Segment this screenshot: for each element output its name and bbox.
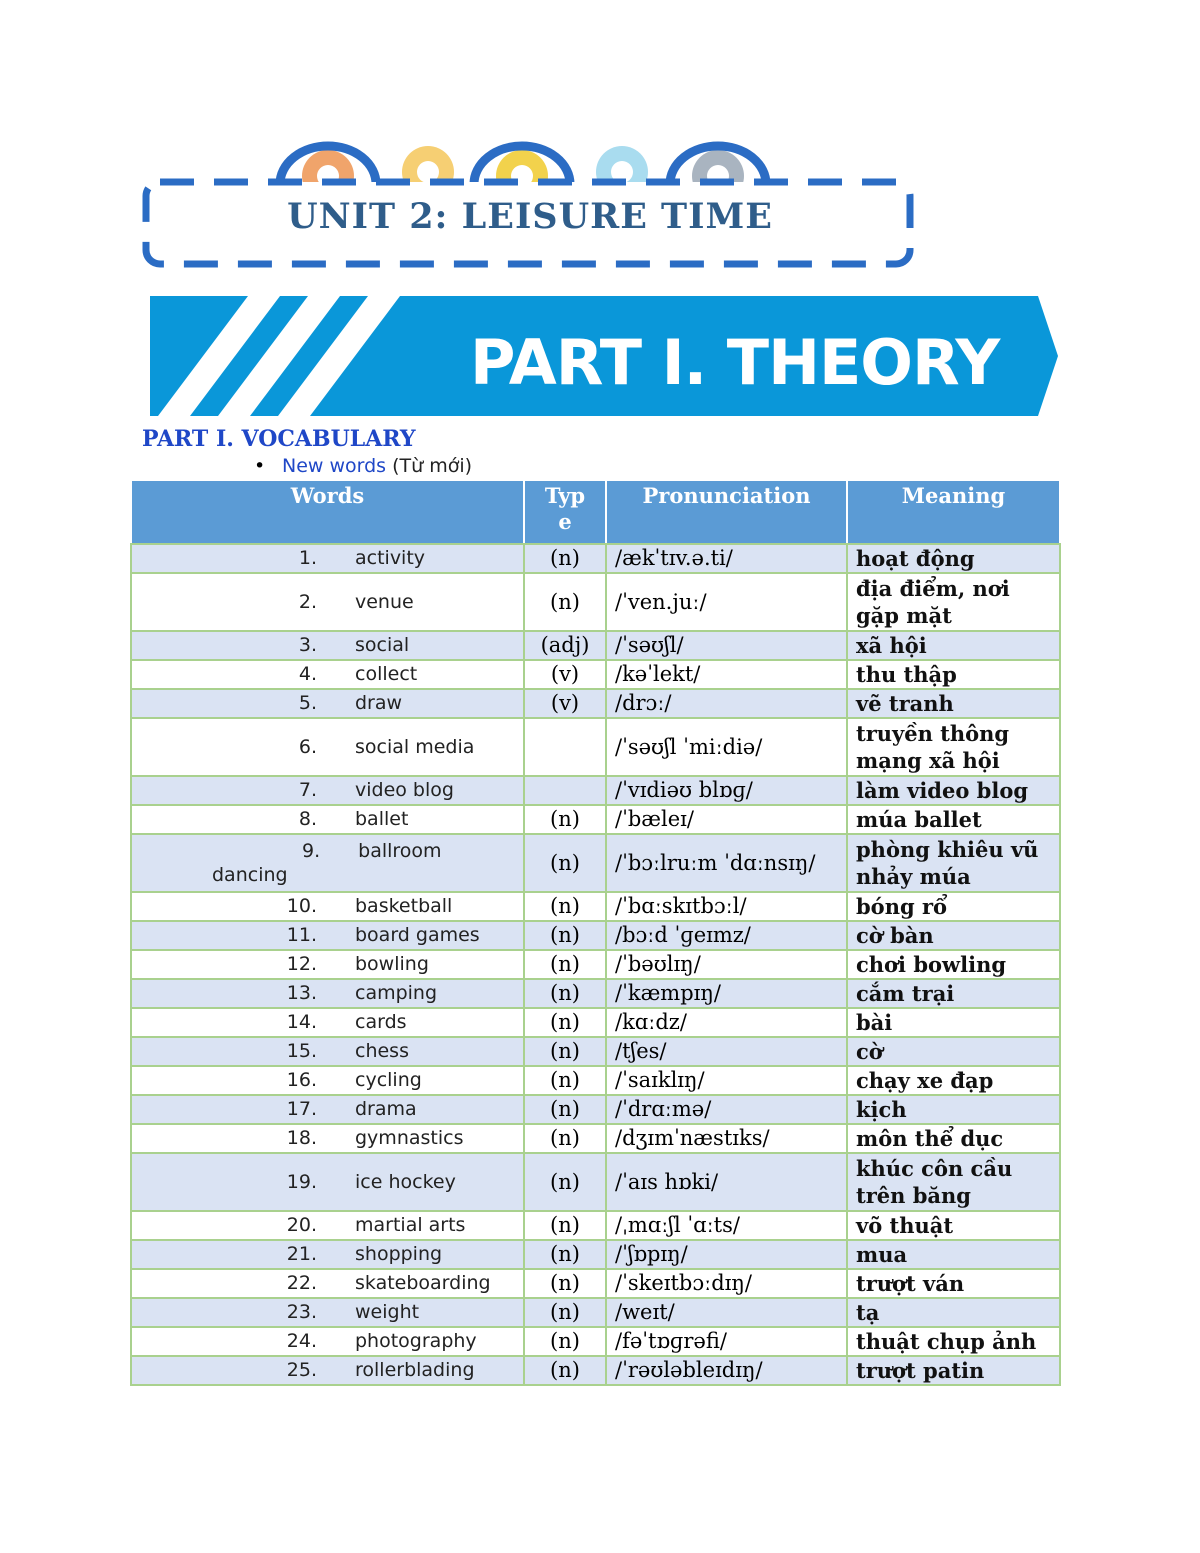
- table-row: [131, 1008, 1060, 1037]
- table-row: [131, 660, 1060, 689]
- word-cell: [131, 1356, 524, 1385]
- word-number: 24.: [286, 1330, 317, 1352]
- table-row: [131, 1298, 1060, 1327]
- meaning-cell: võ thuật: [847, 1211, 1060, 1240]
- pronunciation-cell: /ˈʃɒpɪŋ/: [606, 1240, 847, 1269]
- table-row: [131, 1240, 1060, 1269]
- word-cell: [131, 979, 524, 1008]
- vocabulary-heading: PART I. VOCABULARY: [142, 426, 416, 452]
- type-cell: (n): [524, 1037, 606, 1066]
- header-type: [524, 480, 606, 544]
- table-row: [131, 631, 1060, 660]
- word-cell: [131, 1327, 524, 1356]
- type-cell: (n): [524, 1124, 606, 1153]
- word-text: social media: [355, 735, 475, 758]
- type-cell: (n): [524, 950, 606, 979]
- word-number: 10.: [286, 895, 317, 917]
- word-text: photography: [355, 1330, 477, 1352]
- unit-title: UNIT 2: LEISURE TIME: [287, 196, 773, 237]
- word-cell: [131, 805, 524, 834]
- meaning-cell: kịch: [847, 1095, 1060, 1124]
- word-text: venue: [355, 590, 414, 613]
- meaning-cell: vẽ tranh: [847, 689, 1060, 718]
- header-type-line2: e: [558, 509, 572, 534]
- word-number: 4.: [298, 663, 317, 685]
- word-text: bowling: [355, 953, 429, 975]
- table-header-row: [131, 480, 1060, 544]
- word-cell: [131, 950, 524, 979]
- table-row: [131, 689, 1060, 718]
- word-number: 23.: [286, 1301, 317, 1323]
- word-text: ballroom: [358, 840, 442, 862]
- word-text: chess: [355, 1040, 409, 1062]
- pronunciation-cell: /ˈrəʊləbleɪdɪŋ/: [606, 1356, 847, 1385]
- word-number: 11.: [286, 924, 317, 946]
- meaning-cell: chơi bowling: [847, 950, 1060, 979]
- vocabulary-table: [130, 479, 1061, 1386]
- type-cell: (n): [524, 979, 606, 1008]
- meaning-cell: truyền thông mạng xã hội: [847, 718, 1060, 776]
- word-number: 9.: [302, 840, 321, 862]
- type-cell: (n): [524, 921, 606, 950]
- type-cell: (adj): [524, 631, 606, 660]
- word-cell: [131, 1153, 524, 1211]
- pronunciation-cell: /ˈbɑːskɪtbɔːl/: [606, 892, 847, 921]
- word-cell: [131, 921, 524, 950]
- pronunciation-cell: /ˈdrɑːmə/: [606, 1095, 847, 1124]
- table-row: [131, 1211, 1060, 1240]
- meaning-cell: hoạt động: [847, 544, 1060, 573]
- meaning-cell: chạy xe đạp: [847, 1066, 1060, 1095]
- type-cell: (n): [524, 544, 606, 573]
- header-type-line1: Typ: [544, 483, 586, 508]
- word-cell: [131, 1298, 524, 1327]
- word-text: ballet: [355, 808, 409, 830]
- table-row: [131, 979, 1060, 1008]
- word-text: camping: [355, 982, 438, 1004]
- word-number: 20.: [286, 1214, 317, 1236]
- meaning-cell: thu thập: [847, 660, 1060, 689]
- meaning-cell: mua: [847, 1240, 1060, 1269]
- pronunciation-cell: /ˈskeɪtbɔːdɪŋ/: [606, 1269, 847, 1298]
- word-text: cycling: [355, 1069, 422, 1091]
- pronunciation-cell: /fəˈtɒɡrəfi/: [606, 1327, 847, 1356]
- word-text: weight: [355, 1301, 420, 1323]
- word-cell: [131, 660, 524, 689]
- header-pronunciation: Pronunciation: [606, 480, 847, 544]
- pronunciation-cell: /ækˈtɪv.ə.ti/: [606, 544, 847, 573]
- word-cell: [131, 1240, 524, 1269]
- word-number: 3.: [298, 634, 317, 656]
- table-row: [131, 1269, 1060, 1298]
- word-text: video blog: [355, 779, 454, 801]
- type-cell: (n): [524, 1095, 606, 1124]
- type-cell: (n): [524, 1211, 606, 1240]
- word-text: shopping: [355, 1243, 443, 1265]
- meaning-cell: phòng khiêu vũ nhảy múa: [847, 834, 1060, 892]
- meaning-cell: khúc côn cầu trên băng: [847, 1153, 1060, 1211]
- table-row: [131, 921, 1060, 950]
- word-number: 19.: [286, 1170, 317, 1193]
- bullet-icon: •: [254, 455, 266, 477]
- word-cell: [131, 1211, 524, 1240]
- word-number: 1.: [298, 547, 317, 569]
- word-number: 12.: [286, 953, 317, 975]
- type-cell: (n): [524, 1269, 606, 1298]
- table-row: [131, 573, 1060, 631]
- pronunciation-cell: /ˈaɪs hɒki/: [606, 1153, 847, 1211]
- word-number: 6.: [298, 735, 317, 758]
- header-meaning: Meaning: [847, 480, 1060, 544]
- type-cell: [524, 718, 606, 776]
- type-cell: (n): [524, 1066, 606, 1095]
- word-text: rollerblading: [355, 1359, 475, 1381]
- word-number: 13.: [286, 982, 317, 1004]
- word-number: 8.: [298, 808, 317, 830]
- pronunciation-cell: /ˈkæmpɪŋ/: [606, 979, 847, 1008]
- table-row: [131, 718, 1060, 776]
- new-words-translation: (Từ mới): [392, 455, 473, 477]
- table-row: [131, 1153, 1060, 1211]
- word-number: 25.: [286, 1359, 317, 1381]
- pronunciation-cell: /kəˈlekt/: [606, 660, 847, 689]
- word-cell: [131, 1037, 524, 1066]
- word-text: social: [355, 634, 410, 656]
- table-row: [131, 1095, 1060, 1124]
- table-row: [131, 950, 1060, 979]
- pronunciation-cell: /dʒɪmˈnæstɪks/: [606, 1124, 847, 1153]
- meaning-cell: tạ: [847, 1298, 1060, 1327]
- type-cell: (v): [524, 689, 606, 718]
- meaning-cell: múa ballet: [847, 805, 1060, 834]
- type-cell: (n): [524, 1327, 606, 1356]
- word-text: martial arts: [355, 1214, 466, 1236]
- meaning-cell: thuật chụp ảnh: [847, 1327, 1060, 1356]
- meaning-cell: bóng rổ: [847, 892, 1060, 921]
- table-row: [131, 1066, 1060, 1095]
- word-text: drama: [355, 1098, 417, 1120]
- word-text-continued: dancing: [212, 864, 288, 886]
- word-text: basketball: [355, 895, 453, 917]
- new-words-bullet: [254, 455, 472, 477]
- word-cell: [131, 631, 524, 660]
- pronunciation-cell: /ˈsəʊʃl/: [606, 631, 847, 660]
- pronunciation-cell: /ˌmɑːʃl ˈɑːts/: [606, 1211, 847, 1240]
- pronunciation-cell: /ˈbɔːlruːm ˈdɑːnsɪŋ/: [606, 834, 847, 892]
- table-row: [131, 776, 1060, 805]
- pronunciation-cell: /ˈvɪdiəʊ blɒɡ/: [606, 776, 847, 805]
- word-number: 22.: [286, 1272, 317, 1294]
- word-text: activity: [355, 547, 426, 569]
- word-text: ice hockey: [355, 1170, 456, 1193]
- meaning-cell: môn thể dục: [847, 1124, 1060, 1153]
- word-cell: [131, 1269, 524, 1298]
- pronunciation-cell: /ˈsəʊʃl ˈmiːdiə/: [606, 718, 847, 776]
- word-cell: [131, 718, 524, 776]
- meaning-cell: trượt patin: [847, 1356, 1060, 1385]
- pronunciation-cell: /bɔːd ˈɡeɪmz/: [606, 921, 847, 950]
- meaning-cell: xã hội: [847, 631, 1060, 660]
- table-row: [131, 805, 1060, 834]
- word-cell: [131, 573, 524, 631]
- word-cell: [131, 776, 524, 805]
- meaning-cell: bài: [847, 1008, 1060, 1037]
- word-number: 14.: [286, 1011, 317, 1033]
- word-number: 15.: [286, 1040, 317, 1062]
- table-row: [131, 1327, 1060, 1356]
- meaning-cell: trượt ván: [847, 1269, 1060, 1298]
- word-number: 5.: [298, 692, 317, 714]
- type-cell: (n): [524, 1153, 606, 1211]
- word-text: gymnastics: [355, 1127, 464, 1149]
- meaning-cell: địa điểm, nơi gặp mặt: [847, 573, 1060, 631]
- word-cell: [131, 544, 524, 573]
- type-cell: (n): [524, 805, 606, 834]
- pronunciation-cell: /tʃes/: [606, 1037, 847, 1066]
- table-row: [131, 1356, 1060, 1385]
- word-cell: [131, 1095, 524, 1124]
- word-text: draw: [355, 692, 403, 714]
- table-row: [131, 892, 1060, 921]
- pronunciation-cell: /ˈbæleɪ/: [606, 805, 847, 834]
- table-row: [131, 544, 1060, 573]
- word-number: 16.: [286, 1069, 317, 1091]
- word-number: 21.: [286, 1243, 317, 1265]
- part-title: PART I. THEORY: [470, 326, 1000, 399]
- word-text: board games: [355, 924, 480, 946]
- pronunciation-cell: /drɔː/: [606, 689, 847, 718]
- word-cell: [131, 834, 524, 892]
- type-cell: (n): [524, 1240, 606, 1269]
- type-cell: (n): [524, 573, 606, 631]
- table-body: [131, 544, 1060, 1385]
- word-number: 17.: [286, 1098, 317, 1120]
- pronunciation-cell: /ˈven.juː/: [606, 573, 847, 631]
- word-cell: [131, 1008, 524, 1037]
- pronunciation-cell: /ˈsaɪklɪŋ/: [606, 1066, 847, 1095]
- table-row: [131, 1124, 1060, 1153]
- word-cell: [131, 1066, 524, 1095]
- word-cell: [131, 892, 524, 921]
- word-number: 18.: [286, 1127, 317, 1149]
- word-number: 7.: [298, 779, 317, 801]
- table-row: [131, 834, 1060, 892]
- meaning-cell: cắm trại: [847, 979, 1060, 1008]
- type-cell: [524, 776, 606, 805]
- type-cell: (n): [524, 1008, 606, 1037]
- word-text: skateboarding: [355, 1272, 491, 1294]
- type-cell: (n): [524, 1298, 606, 1327]
- meaning-cell: làm video blog: [847, 776, 1060, 805]
- type-cell: (n): [524, 892, 606, 921]
- word-text: cards: [355, 1011, 407, 1033]
- pronunciation-cell: /weɪt/: [606, 1298, 847, 1327]
- pronunciation-cell: /ˈbəʊlɪŋ/: [606, 950, 847, 979]
- table-row: [131, 1037, 1060, 1066]
- word-cell: [131, 1124, 524, 1153]
- type-cell: (n): [524, 1356, 606, 1385]
- word-text: collect: [355, 663, 418, 685]
- meaning-cell: cờ: [847, 1037, 1060, 1066]
- type-cell: (n): [524, 834, 606, 892]
- word-number: 2.: [298, 590, 317, 613]
- word-cell: [131, 689, 524, 718]
- header-words: Words: [131, 480, 524, 544]
- meaning-cell: cờ bàn: [847, 921, 1060, 950]
- pronunciation-cell: /kɑːdz/: [606, 1008, 847, 1037]
- new-words-label: New words: [282, 455, 387, 477]
- type-cell: (v): [524, 660, 606, 689]
